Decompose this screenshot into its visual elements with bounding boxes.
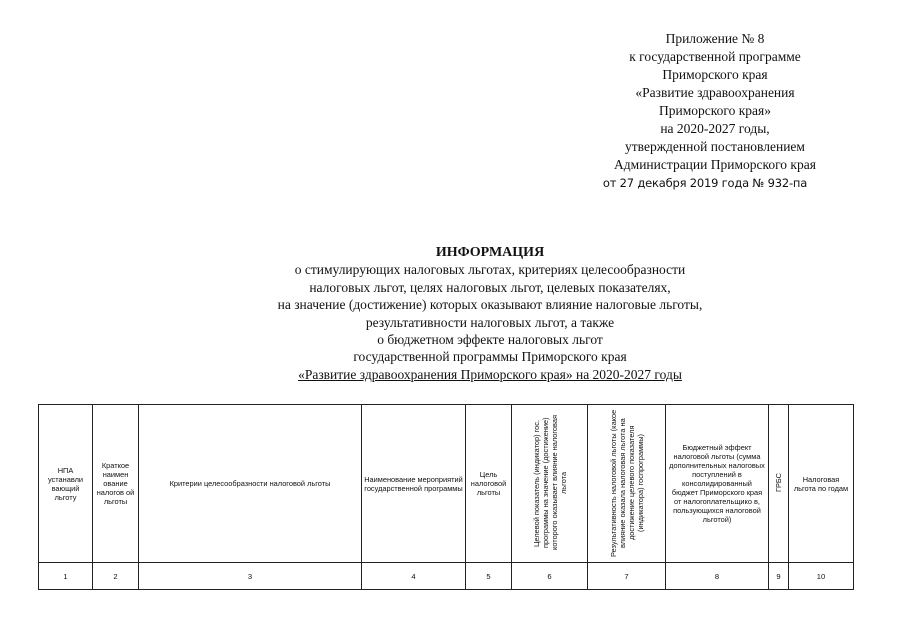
title-line: на значение (достижение) которых оказывают влияние налоговые льготы,	[277, 297, 703, 313]
column-number: 6	[512, 563, 588, 590]
header-cell: Налоговая льгота по годам	[789, 405, 854, 563]
header-vertical-text: ГРБС	[774, 472, 783, 493]
header-cell: Бюджетный эффект налоговой льготы (сумма дополнительных налоговых поступлений в консолидированный бюджет Приморского края от налогоплательщико в, пользующихся налоговой льготой)	[666, 405, 769, 563]
title-line: о стимулирующих налоговых льготах, критериях целесообразности	[294, 262, 686, 278]
table-number-row	[39, 563, 854, 590]
appendix-line: к государственной программе	[629, 49, 801, 64]
title-line: налоговых льгот, целях налоговых льгот, целевых показателях,	[309, 279, 671, 295]
appendix-line: «Развитие здравоохранения	[635, 85, 795, 100]
appendix-line: утвержденной постановлением	[625, 139, 805, 154]
title-line: о бюджетном эффекте налоговых льгот	[377, 332, 603, 348]
header-vertical-text: Результативность налоговой льготы (какое влияние оказала налоговая льгота на достижение целевого показателя (индикатора) госпрограммы)	[608, 408, 645, 557]
appendix-line: Приморского края»	[659, 103, 771, 118]
column-number: 4	[362, 563, 466, 590]
header-cell-vertical	[588, 405, 666, 563]
title-line-program: «Развитие здравоохранения Приморского края» на 2020-2027 годы	[298, 366, 682, 382]
header-cell-vertical	[512, 405, 588, 563]
column-number: 8	[666, 563, 769, 590]
header-cell-vertical	[769, 405, 789, 563]
header-cell: Наименование мероприятий государственной программы	[362, 405, 466, 563]
tax-benefits-table	[38, 404, 854, 590]
appendix-block	[590, 30, 840, 192]
title-line: государственной программы Приморского края	[353, 349, 627, 365]
title-heading: ИНФОРМАЦИЯ	[435, 245, 545, 260]
header-cell: Краткое наимен ование налогов ой льготы	[93, 405, 139, 563]
header-vertical-text: Целевой показатель (индикатор) гос. программы на значение (достижение) которого оказывает влияние налоговая льгота	[531, 415, 568, 550]
column-number: 5	[466, 563, 512, 590]
column-number: 10	[789, 563, 854, 590]
decree-line: от 27 декабря 2019 года № 932-па	[602, 176, 808, 190]
header-cell: Критерии целесообразности налоговой льготы	[139, 405, 362, 563]
document-title	[200, 244, 780, 383]
column-number: 2	[93, 563, 139, 590]
column-number: 7	[588, 563, 666, 590]
appendix-line: Приложение № 8	[665, 31, 765, 46]
table-header-row	[39, 405, 854, 563]
title-line: результативности налоговых льгот, а также	[365, 314, 615, 330]
appendix-line: Приморского края	[662, 67, 768, 82]
column-number: 3	[139, 563, 362, 590]
column-number: 9	[769, 563, 789, 590]
appendix-line: Администрации Приморского края	[614, 157, 816, 172]
header-cell: Цель налоговой льготы	[466, 405, 512, 563]
column-number: 1	[39, 563, 93, 590]
header-cell: НПА устанавли вающий льготу	[39, 405, 93, 563]
appendix-line: на 2020-2027 годы,	[660, 121, 770, 136]
